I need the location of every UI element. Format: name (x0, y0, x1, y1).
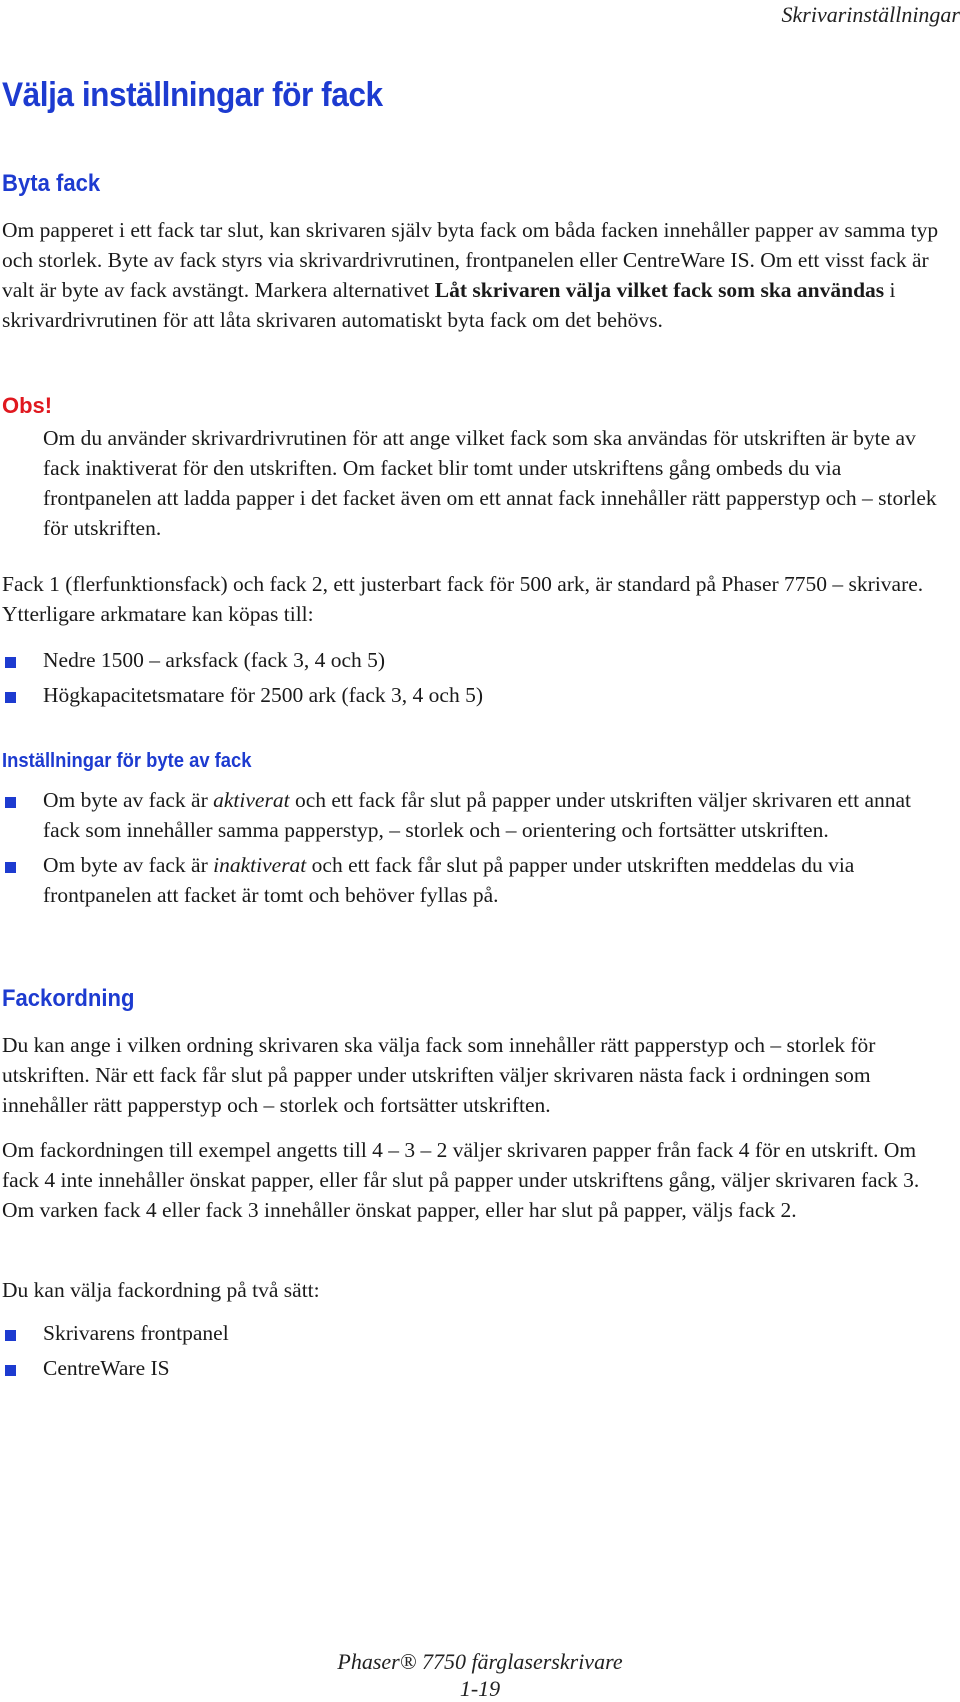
bullet-square-icon (5, 692, 16, 703)
bullet-square-icon (5, 797, 16, 808)
list-item-text: Skrivarens frontpanel (43, 1321, 229, 1345)
paragraph-text: i skrivardrivrutinen för att låta skrivaren automatiskt byta fack om det behövs. (2, 278, 896, 332)
list-item-text: Om byte av fack är (43, 853, 214, 877)
footer-product: Phaser® 7750 färglaserskrivare (337, 1649, 623, 1674)
option-name: Låt skrivaren välja vilket fack som ska användas (434, 278, 885, 302)
list-item (2, 850, 952, 910)
paragraph-standard-trays: Fack 1 (flerfunktionsfack) och fack 2, ett justerbart fack för 500 ark, är standard på Phaser 7750 – skrivare. Ytterligare arkmatare kan köpas till: (2, 572, 924, 626)
bullet-square-icon (5, 862, 16, 873)
list-item (2, 680, 952, 710)
list-item-text: och ett fack får slut på papper under utskriften väljer skrivaren ett annat fack som innehåller samma papperstyp, – storlek och – orientering och fortsätter utskriften. (43, 788, 912, 842)
note-label: Obs! (2, 393, 53, 418)
feeder-list (2, 645, 952, 715)
list-item-text: Om byte av fack är (43, 788, 214, 812)
emphasis-aktiverat: aktiverat (213, 788, 290, 812)
list-item-text: Högkapacitetsmatare för 2500 ark (fack 3, 4 och 5) (43, 683, 483, 707)
emphasis-inaktiverat: inaktiverat (213, 853, 307, 877)
list-item (2, 645, 952, 675)
bullet-square-icon (5, 1330, 16, 1341)
heading-byta-fack: Byta fack (2, 170, 101, 197)
list-item (2, 1353, 952, 1383)
list-item (2, 785, 952, 845)
bullet-square-icon (5, 1365, 16, 1376)
list-item (2, 1318, 952, 1348)
ways-list (2, 1318, 952, 1388)
bullet-square-icon (5, 657, 16, 668)
paragraph-byta-fack (2, 215, 952, 335)
list-item-text: Nedre 1500 – arksfack (fack 3, 4 och 5) (43, 648, 386, 672)
note-text: Om du använder skrivardrivrutinen för att ange vilket fack som ska användas för utskriften är byte av fack inaktiverat för den utskriften. Om facket blir tomt under utskriftens gång ombeds du via frontpanelen att ladda papper i det facket även om ett annat fack innehåller rätt papperstyp och – storlek för utskriften. (43, 426, 937, 540)
settings-list (2, 785, 952, 915)
list-item-text: och ett fack får slut på papper under utskriften meddelas du via frontpanelen att facket är tomt och behöver fyllas på. (43, 853, 855, 907)
heading-installningar: Inställningar för byte av fack (2, 750, 252, 772)
paragraph-fackordning-intro: Du kan ange i vilken ordning skrivaren ska välja fack som innehåller rätt papperstyp och – storlek för utskriften. När ett fack får slut på papper under utskriften väljer skrivaren nästa fack i ordningen som innehåller rätt papperstyp och – storlek och fortsätter utskriften. (2, 1033, 876, 1117)
running-header: Skrivarinställningar (781, 2, 960, 27)
paragraph-fackordning-example: Om fackordningen till exempel angetts till 4 – 3 – 2 väljer skrivaren papper från fack 4 för en utskrift. Om fack 4 inte innehåller önskat papper, eller får slut på papper under utskriftens gång, väljer skrivaren fack 3. Om varken fack 4 eller fack 3 innehåller önskat papper, eller har slut på papper, väljs fack 2. (2, 1138, 920, 1222)
paragraph-text: Om papperet i ett fack tar slut, kan skrivaren själv byta fack om båda facken innehåller papper av samma typ och storlek. Byte av fack styrs via skrivardrivrutinen, frontpanelen eller CentreWare IS. Om ett visst fack är valt är byte av fack avstängt. Markera alternativet (2, 218, 939, 302)
heading-fackordning: Fackordning (2, 985, 135, 1012)
page-title: Välja inställningar för fack (2, 76, 383, 114)
list-item-text: CentreWare IS (43, 1356, 170, 1380)
footer-page-number: 1-19 (459, 1676, 501, 1701)
paragraph-fackordning-ways: Du kan välja fackordning på två sätt: (2, 1278, 320, 1302)
